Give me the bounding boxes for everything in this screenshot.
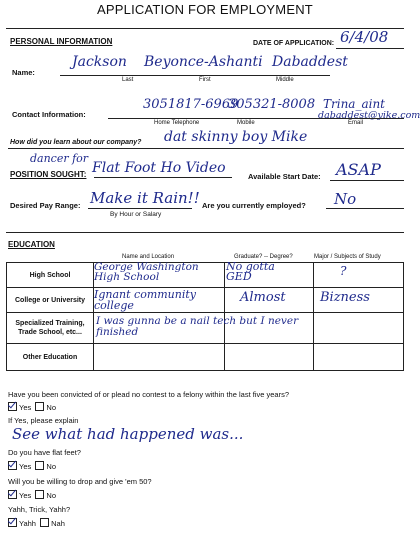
yahh-no-checkbox[interactable]	[40, 518, 49, 527]
edu-row-label: Other Education	[7, 344, 94, 371]
name-middle-value[interactable]: Dabaddest	[272, 54, 348, 70]
contact-label: Contact Information:	[12, 110, 86, 119]
explain-value[interactable]: See what had happened was...	[12, 425, 244, 443]
name-first-value[interactable]: Beyonce-Ashanti	[144, 54, 263, 70]
pay-value[interactable]: Make it Rain!!	[90, 189, 200, 207]
college-major-value[interactable]: Bizness	[320, 290, 370, 305]
name-middle-caption: Middle	[276, 77, 294, 83]
hs-grad-text: No gotta GED	[226, 260, 275, 283]
explain-label: If Yes, please explain	[8, 416, 79, 425]
name-first-caption: First	[199, 77, 211, 83]
start-date-label: Available Start Date:	[248, 172, 321, 181]
drop-yes-label: Yes	[19, 491, 32, 500]
flat-feet-options	[8, 461, 56, 471]
mobile-phone-value[interactable]: 305321-8008	[228, 97, 316, 112]
yahh-no-label: Nah	[51, 519, 65, 528]
training-name-text: I was gunna be a nail tech but I never finished	[96, 315, 299, 338]
pay-label: Desired Pay Range:	[10, 201, 81, 210]
referral-value[interactable]: dat skinny boy Mike	[164, 129, 308, 145]
yahh-yes-checkbox[interactable]	[8, 518, 17, 527]
hs-name-value[interactable]	[94, 262, 222, 282]
edu-col-name: Name and Location	[122, 254, 175, 260]
hs-grad-value[interactable]	[226, 262, 286, 282]
start-date-value[interactable]: ASAP	[336, 160, 381, 179]
home-phone-value[interactable]: 3051817-6969	[143, 97, 239, 112]
start-date-underline	[330, 180, 404, 181]
flat-no-label: No	[46, 462, 57, 471]
hs-name-text: George Washington High School	[94, 261, 199, 283]
edu-row-label: College or University	[7, 288, 94, 313]
section-education: EDUCATION	[8, 240, 55, 249]
name-last-value[interactable]: Jackson	[72, 54, 127, 70]
table-row	[7, 344, 404, 371]
felony-no-label: No	[46, 403, 57, 412]
felony-yes-label: Yes	[19, 403, 32, 412]
edu-col-graduate: Graduate? -- Degree?	[234, 254, 293, 260]
felony-no-checkbox[interactable]	[35, 402, 44, 411]
drop-no-label: No	[46, 491, 57, 500]
position-underline	[94, 177, 232, 178]
edu-cell-major[interactable]	[314, 263, 404, 288]
form-title: APPLICATION FOR EMPLOYMENT	[97, 2, 313, 17]
position-label: POSITION SOUGHT:	[10, 170, 87, 179]
edu-row-label: High School	[7, 263, 94, 288]
drop-no-checkbox[interactable]	[35, 490, 44, 499]
position-value-line2[interactable]: Flat Foot Ho Video	[92, 160, 226, 176]
name-label: Name:	[12, 68, 35, 77]
name-last-caption: Last	[122, 77, 134, 83]
employed-underline	[326, 208, 404, 209]
referral-underline	[8, 148, 404, 149]
contact-underline	[108, 118, 404, 119]
referral-label: How did you learn about our company?	[10, 139, 142, 146]
home-phone-caption: Home Telephone	[154, 120, 200, 126]
edu-cell-major[interactable]	[314, 313, 404, 344]
edu-cell-major[interactable]	[314, 344, 404, 371]
college-name-value[interactable]	[94, 289, 224, 311]
date-value[interactable]: 6/4/08	[340, 28, 389, 46]
position-value-line1[interactable]: dancer for	[30, 152, 89, 165]
college-name-text: Ignant community college	[94, 288, 196, 312]
edu-cell-grad[interactable]	[225, 344, 314, 371]
yahh-options	[8, 518, 65, 528]
training-name-value[interactable]	[96, 316, 326, 338]
college-grad-value[interactable]: Almost	[240, 290, 286, 305]
edu-cell-name[interactable]	[94, 344, 225, 371]
mobile-caption: Mobile	[237, 120, 255, 126]
flat-feet-question: Do you have flat feet?	[8, 448, 81, 457]
education-rule	[6, 232, 404, 233]
edu-col-major: Major / Subjects of Study	[314, 254, 381, 260]
felony-options	[8, 402, 56, 412]
drop-question: Will you be willing to drop and give 'em 50?	[8, 477, 152, 486]
yahh-question: Yahh, Trick, Yahh?	[8, 505, 71, 514]
section-personal-information: PERSONAL INFORMATION	[10, 37, 113, 46]
email-value-line1[interactable]: Trina_aint	[323, 97, 386, 111]
felony-question: Have you been convicted of or plead no contest to a felony within the last five years?	[8, 390, 290, 399]
email-value-line2[interactable]: dabaddest@yike.com	[318, 110, 420, 121]
name-underline	[60, 75, 330, 76]
employed-value[interactable]: No	[334, 190, 357, 208]
drop-yes-checkbox[interactable]	[8, 490, 17, 499]
email-caption: Email	[348, 120, 364, 126]
hs-major-value[interactable]: ?	[340, 264, 347, 278]
flat-yes-checkbox[interactable]	[8, 461, 17, 470]
pay-caption: By Hour or Salary	[110, 211, 162, 218]
yahh-yes-label: Yahh	[19, 519, 36, 528]
date-label: DATE OF APPLICATION:	[253, 40, 335, 47]
pay-underline	[88, 208, 192, 209]
edu-row-label: Specialized Training, Trade School, etc...	[7, 313, 94, 344]
flat-yes-label: Yes	[19, 462, 32, 471]
date-underline	[336, 48, 404, 49]
drop-options	[8, 490, 56, 500]
felony-yes-checkbox[interactable]	[8, 402, 17, 411]
employed-label: Are you currently employed?	[202, 201, 306, 210]
flat-no-checkbox[interactable]	[35, 461, 44, 470]
